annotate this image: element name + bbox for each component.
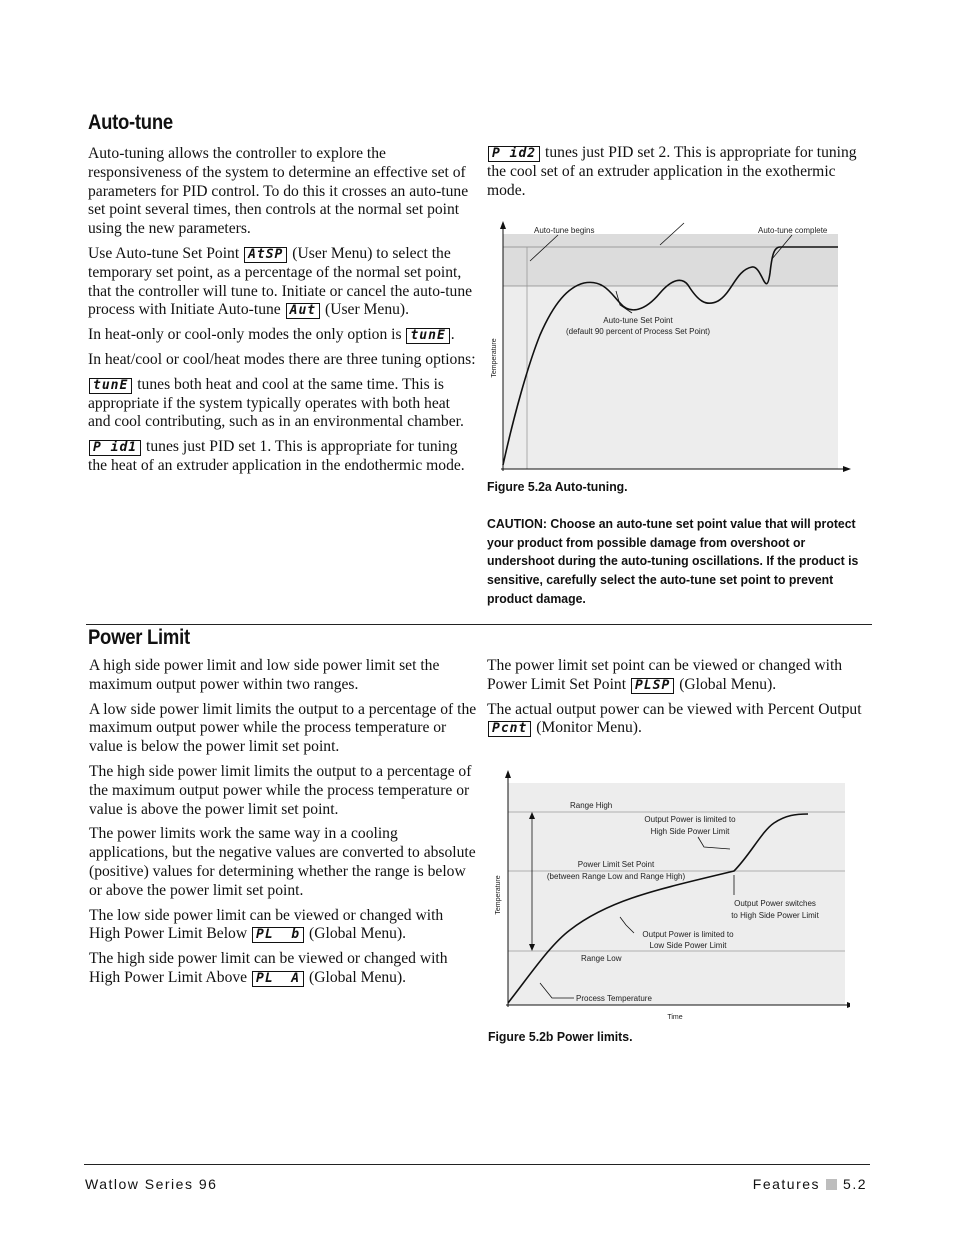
low-limit-label-line2: Low Side Power Limit bbox=[649, 941, 727, 950]
powerlimit-heading: Power Limit bbox=[88, 626, 190, 649]
switch-label-line1: Output Power switches bbox=[734, 899, 816, 908]
text: tunes both heat and cool at the same time. This is appropriate if the system typically operates with both heat and cool contributing, such as in an environmental chamber. bbox=[88, 375, 464, 431]
autotune-setpoint-paragraph bbox=[88, 245, 476, 320]
lcd-code-pcnt: Pcnt bbox=[488, 721, 531, 737]
x-axis-arrow bbox=[843, 466, 851, 472]
lcd-code-plsp: PLSP bbox=[631, 678, 674, 694]
text: (Monitor Menu). bbox=[536, 719, 642, 737]
x-axis-label: Time bbox=[667, 1014, 683, 1021]
plsp-label-line2: (between Range Low and Range High) bbox=[546, 872, 686, 881]
powerlimit-setpoint-paragraph bbox=[487, 657, 871, 695]
footer-right bbox=[753, 1176, 867, 1192]
y-axis-arrow bbox=[500, 221, 506, 229]
text: . bbox=[450, 326, 455, 344]
autotune-tune-option-paragraph bbox=[88, 376, 476, 432]
text: (User Menu) to select the temporary set point, as a percentage of the normal set point, that the controller will tune to. Initiate or cancel the auto-tune process with Initiate Auto-tune bbox=[88, 244, 473, 319]
lcd-code-tune: tunE bbox=[406, 328, 449, 344]
text: Use Auto-tune Set Point bbox=[88, 244, 240, 262]
autotune-heat-only-paragraph bbox=[88, 326, 476, 345]
powerlimit-intro-paragraph: A high side power limit and low side power limit set the maximum output power within two ranges. bbox=[89, 657, 440, 693]
autotune-pid2-paragraph bbox=[487, 144, 871, 200]
powerlimit-right-column bbox=[487, 657, 871, 744]
process-temperature-label: Process Temperature bbox=[576, 994, 652, 1003]
y-axis-label: Temperature bbox=[495, 875, 502, 915]
text: (User Menu). bbox=[325, 301, 410, 319]
footer-rule bbox=[84, 1164, 870, 1165]
text: The power limit set point can be viewed or changed with Power Limit Set Point bbox=[487, 657, 843, 693]
high-limit-label-line1: Output Power is limited to bbox=[644, 815, 736, 824]
powerlimit-cooling-paragraph: The power limits work the same way in a cooling applications, but the negative values are converted to absolute (positive) values for determining whether the range is below or above the power limit set point. bbox=[89, 825, 476, 899]
text: The actual output power can be viewed with Percent Output bbox=[487, 700, 862, 718]
text: (Global Menu). bbox=[679, 675, 777, 693]
y-axis-arrow bbox=[505, 770, 511, 778]
lcd-code-atsp: AtSP bbox=[244, 247, 287, 263]
setpoint-label-line1: Auto-tune Set Point bbox=[603, 316, 673, 325]
square-icon bbox=[826, 1179, 837, 1190]
text: In heat-only or cool-only modes the only option is bbox=[88, 326, 402, 344]
powerlimit-high-side-paragraph: The high side power limit limits the output to a percentage of the maximum output power while the process temperature or value is above the power limit set point. bbox=[89, 762, 472, 818]
autotune-figure-caption: Figure 5.2a Auto-tuning. bbox=[487, 479, 628, 494]
powerlimit-left-column bbox=[89, 657, 477, 994]
text: The low side power limit can be viewed or changed with High Power Limit Below bbox=[89, 906, 444, 943]
setpoint-band bbox=[503, 234, 838, 286]
text: The high side power limit can be viewed or changed with High Power Limit Above bbox=[89, 950, 448, 986]
range-high-label: Range High bbox=[570, 801, 613, 810]
autotune-left-column bbox=[88, 145, 476, 482]
text: (Global Menu). bbox=[309, 968, 407, 986]
footer-page-number: 5.2 bbox=[843, 1176, 867, 1192]
text: tunes just PID set 1. This is appropriate for tuning the heat of an extruder application in the endothermic mode. bbox=[88, 438, 465, 474]
switch-label-line2: to High Side Power Limit bbox=[731, 911, 819, 920]
lcd-code-tune: tunE bbox=[89, 378, 132, 394]
powerlimit-output-paragraph bbox=[487, 701, 871, 739]
autotune-complete-label: Auto-tune complete bbox=[758, 226, 828, 235]
lcd-code-plb: PL b bbox=[252, 927, 304, 943]
low-limit-label-line1: Output Power is limited to bbox=[642, 930, 734, 939]
powerlimit-low-view-paragraph bbox=[89, 907, 477, 945]
autotune-intro-paragraph: Auto-tuning allows the controller to explore the responsiveness of the system to determine an effective set of parameters for PID control. To do this it crosses an auto-tune set point several times, then controls at the normal set point using the new parameters. bbox=[88, 145, 469, 238]
powerlimit-low-side-paragraph: A low side power limit limits the output to a percentage of the maximum output power while the process temperature or value is below the power limit set point. bbox=[89, 700, 477, 756]
powerlimit-figure-caption: Figure 5.2b Power limits. bbox=[488, 1029, 633, 1044]
autotune-heading: Auto-tune bbox=[88, 111, 173, 134]
lcd-code-pla: PL A bbox=[252, 971, 304, 987]
autotune-begins-label: Auto-tune begins bbox=[534, 226, 595, 235]
lcd-code-aut: Aut bbox=[286, 303, 320, 319]
plsp-label-line1: Power Limit Set Point bbox=[577, 860, 655, 869]
high-limit-label-line2: High Side Power Limit bbox=[650, 827, 730, 836]
setpoint-label-line2: (default 90 percent of Process Set Point) bbox=[565, 327, 711, 336]
x-axis-arrow bbox=[847, 1002, 850, 1008]
autotune-caution: CAUTION: Choose an auto-tune set point value that will protect your product from possible damage from overshoot or undershoot during the auto-tuning oscillations. If the product is sensitive, carefully select the auto-tune set point to prevent product damage. bbox=[487, 516, 859, 606]
section-divider bbox=[86, 624, 872, 625]
autotune-right-column bbox=[487, 144, 871, 206]
footer-section: Features bbox=[752, 1176, 821, 1192]
autotune-figure bbox=[480, 215, 860, 477]
powerlimit-high-view-paragraph bbox=[89, 950, 477, 988]
y-axis-label: Temperature bbox=[491, 338, 498, 378]
text: tunes just PID set 2. This is appropriate for tuning the cool set of an extruder application in the exothermic mode. bbox=[487, 144, 857, 199]
powerlimit-figure bbox=[490, 765, 850, 1025]
range-low-label: Range Low bbox=[581, 954, 622, 963]
autotune-heat-cool-paragraph: In heat/cool or cool/heat modes there are three tuning options: bbox=[88, 350, 476, 368]
footer-left: Watlow Series 96 bbox=[85, 1176, 218, 1192]
text: (Global Menu). bbox=[309, 925, 407, 943]
lcd-code-pid2: P id2 bbox=[488, 146, 540, 162]
autotune-pid1-paragraph bbox=[88, 438, 476, 476]
lcd-code-pid1: P id1 bbox=[89, 440, 141, 456]
